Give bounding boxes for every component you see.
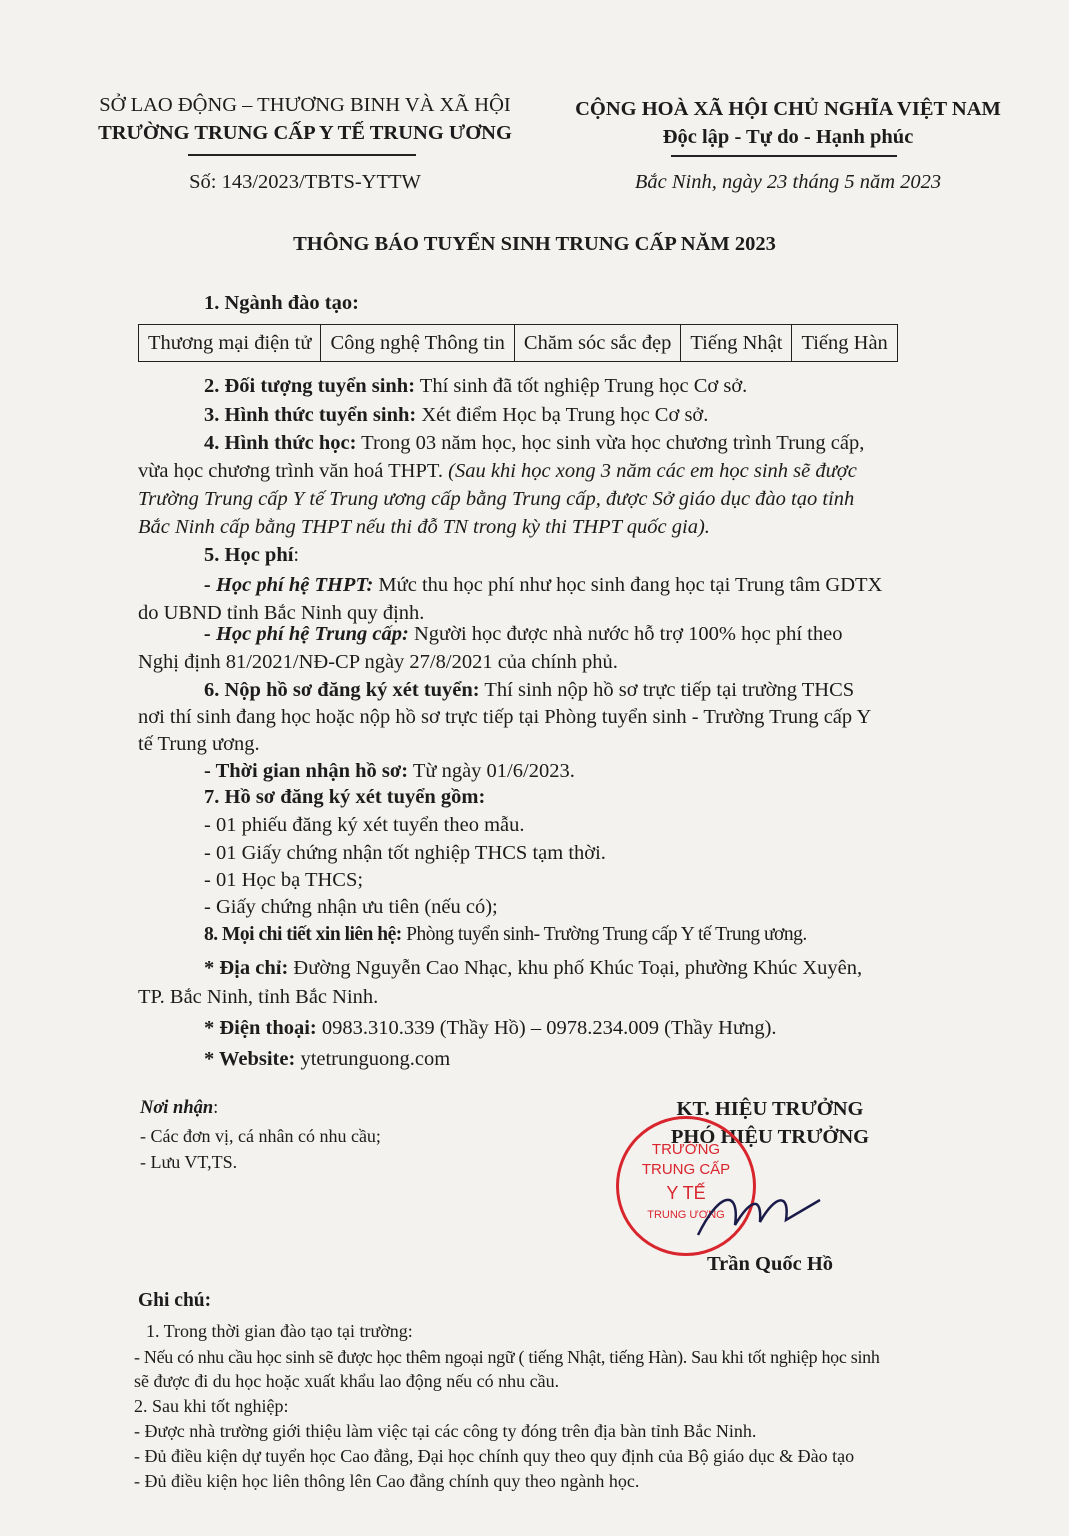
note-line: - Được nhà trường giới thiệu làm việc tại các công ty đóng trên địa bàn tỉnh Bắc Ninh. (134, 1421, 757, 1441)
recipients-heading-text: Nơi nhận (140, 1098, 214, 1118)
recipients-heading (140, 1098, 218, 1119)
section5-heading-text: 5. Học phí (204, 544, 294, 566)
section8-address-text1: Đường Nguyễn Cao Nhạc, khu phố Khúc Toại, phường Khúc Xuyên, (288, 957, 863, 979)
section7-item: - 01 Học bạ THCS; (204, 869, 364, 891)
section3 (204, 404, 708, 427)
section7-heading: 7. Hồ sơ đăng ký xét tuyển gồm: (204, 786, 486, 808)
section8-phone (204, 1017, 777, 1040)
seal-text: TRƯỜNG (651, 1141, 721, 1158)
section8-line (204, 924, 807, 946)
section4-line3: Trường Trung cấp Y tế Trung ương cấp bằng Trung cấp, được Sở giáo dục đào tạo tỉnh (138, 488, 855, 510)
section4-line2 (138, 460, 857, 483)
seal-text: TRUNG CẤP (641, 1161, 731, 1178)
section6-line3: tế Trung ương. (138, 733, 260, 755)
section8-address-line2: TP. Bắc Ninh, tỉnh Bắc Ninh. (138, 986, 379, 1008)
section1-heading: 1. Ngành đào tạo: (204, 292, 359, 314)
signature-subtitle: PHÓ HIỆU TRƯỞNG (670, 1126, 870, 1148)
section5-tc-line1 (204, 623, 842, 646)
note-line: - Đủ điều kiện học liên thông lên Cao đẳng chính quy theo ngành học. (134, 1471, 640, 1491)
section2 (204, 375, 747, 398)
section2-text: Thí sinh đã tốt nghiệp Trung học Cơ sở. (415, 375, 748, 397)
note-line: - Nếu có nhu cầu học sinh sẽ được học thêm ngoại ngữ ( tiếng Nhật, tiếng Hàn). Sau khi tốt nghiệp học sinh (134, 1347, 880, 1367)
signer-name: Trần Quốc Hồ (706, 1253, 834, 1275)
section6-time-label: - Thời gian nhận hồ sơ: (204, 760, 409, 782)
section8-phone-text: 0983.310.339 (Thầy Hồ) – 0978.234.009 (Thầy Hưng). (316, 1017, 777, 1039)
major-cell: Chăm sóc sắc đẹp (514, 325, 680, 362)
section8-phone-label: * Điện thoại: (204, 1017, 317, 1039)
section6-time-text: Từ ngày 01/6/2023. (408, 760, 575, 782)
section5-thpt-line2: do UBND tỉnh Bắc Ninh quy định. (138, 602, 425, 624)
section5-thpt-line1 (204, 574, 882, 597)
major-cell: Thương mại điện tử (139, 325, 321, 362)
section5-tc-line2: Nghị định 81/2021/NĐ-CP ngày 27/8/2021 của chính phủ. (138, 651, 618, 673)
section6-label: 6. Nộp hồ sơ đăng ký xét tuyển: (204, 679, 480, 701)
section3-text: Xét điểm Học bạ Trung học Cơ sở. (416, 404, 709, 426)
major-cell: Tiếng Hàn (792, 325, 897, 362)
section5-heading-suffix: : (293, 544, 300, 566)
national-motto: Độc lập - Tự do - Hạnh phúc (662, 126, 914, 148)
section8-website (204, 1048, 450, 1071)
recipient-item: - Lưu VT,TS. (140, 1152, 238, 1172)
section4-italic2: (Sau khi học xong 3 năm các em học sinh sẽ được (448, 460, 857, 482)
section5-heading (204, 544, 299, 567)
seal-text: Y TẾ (666, 1183, 706, 1203)
major-cell: Công nghệ Thông tin (321, 325, 514, 362)
note-line: 1. Trong thời gian đào tạo tại trường: (146, 1321, 413, 1341)
school-name: TRƯỜNG TRUNG CẤP Y TẾ TRUNG ƯƠNG (98, 122, 512, 144)
recipients-heading-suffix: : (213, 1098, 219, 1118)
section6-text1: Thí sinh nộp hồ sơ trực tiếp tại trường THCS (479, 679, 855, 701)
note-line: 2. Sau khi tốt nghiệp: (134, 1396, 289, 1416)
notes-heading: Ghi chú: (138, 1290, 212, 1311)
school-name-underline (188, 154, 416, 156)
section5-thpt-label: - Học phí hệ THPT: (204, 574, 374, 596)
section4-text2: vừa học chương trình văn hoá THPT. (138, 460, 449, 482)
seal-text: TRUNG ƯƠNG (647, 1209, 725, 1221)
section4-label: 4. Hình thức học: (204, 432, 357, 454)
section5-tc-text1: Người học được nhà nước hỗ trợ 100% học phí theo (408, 623, 843, 645)
section8-address-line1 (204, 957, 862, 980)
section8-label: 8. Mọi chi tiết xin liên hệ: (204, 924, 402, 945)
section7-item: - 01 Giấy chứng nhận tốt nghiệp THCS tạm thời. (204, 842, 606, 864)
section7-item: - Giấy chứng nhận ưu tiên (nếu có); (204, 896, 498, 918)
place-date: Bắc Ninh, ngày 23 tháng 5 năm 2023 (634, 171, 942, 193)
page-title: THÔNG BÁO TUYỂN SINH TRUNG CẤP NĂM 2023 (293, 233, 776, 255)
signature-scribble (690, 1180, 830, 1250)
majors-table (138, 324, 898, 362)
section6-line2: nơi thí sinh đang học hoặc nộp hồ sơ trực tiếp tại Phòng tuyển sinh - Trường Trung cấp Y (138, 706, 872, 728)
section5-tc-label: - Học phí hệ Trung cấp: (204, 623, 409, 645)
major-cell: Tiếng Nhật (681, 325, 792, 362)
signature-title: KT. HIỆU TRƯỞNG (676, 1098, 864, 1120)
section8-address-label: * Địa chỉ: (204, 957, 289, 979)
section6-line1 (204, 679, 854, 702)
ministry-name: SỞ LAO ĐỘNG – THƯƠNG BINH VÀ XÃ HỘI (99, 94, 511, 116)
section8-website-label: * Website: (204, 1048, 296, 1070)
section3-label: 3. Hình thức tuyển sinh: (204, 404, 417, 426)
note-line: sẽ được đi du học hoặc xuất khẩu lao động nếu có nhu cầu. (134, 1371, 560, 1391)
motto-underline (671, 155, 897, 157)
note-line: - Đủ điều kiện dự tuyển học Cao đẳng, Đại học chính quy theo quy định của Bộ giáo dục & Đào tạo (134, 1446, 855, 1466)
section4-text1: Trong 03 năm học, học sinh vừa học chương trình Trung cấp, (356, 432, 865, 454)
section8-text: Phòng tuyển sinh- Trường Trung cấp Y tế Trung ương. (401, 924, 807, 945)
recipient-item: - Các đơn vị, cá nhân có nhu cầu; (140, 1126, 381, 1146)
section2-label: 2. Đối tượng tuyển sinh: (204, 375, 416, 397)
section4-line1 (204, 432, 864, 455)
section5-thpt-text1: Mức thu học phí như học sinh đang học tại Trung tâm GDTX (373, 574, 883, 596)
section4-line4: Bắc Ninh cấp bằng THPT nếu thi đỗ TN trong kỳ thi THPT quốc gia). (138, 516, 710, 538)
document-number: Số: 143/2023/TBTS-YTTW (189, 171, 421, 193)
section6-time (204, 760, 575, 783)
country-name: CỘNG HOÀ XÃ HỘI CHỦ NGHĨA VIỆT NAM (575, 98, 1001, 120)
section7-item: - 01 phiếu đăng ký xét tuyển theo mẫu. (204, 814, 525, 836)
section8-website-text: ytetrunguong.com (295, 1048, 451, 1070)
